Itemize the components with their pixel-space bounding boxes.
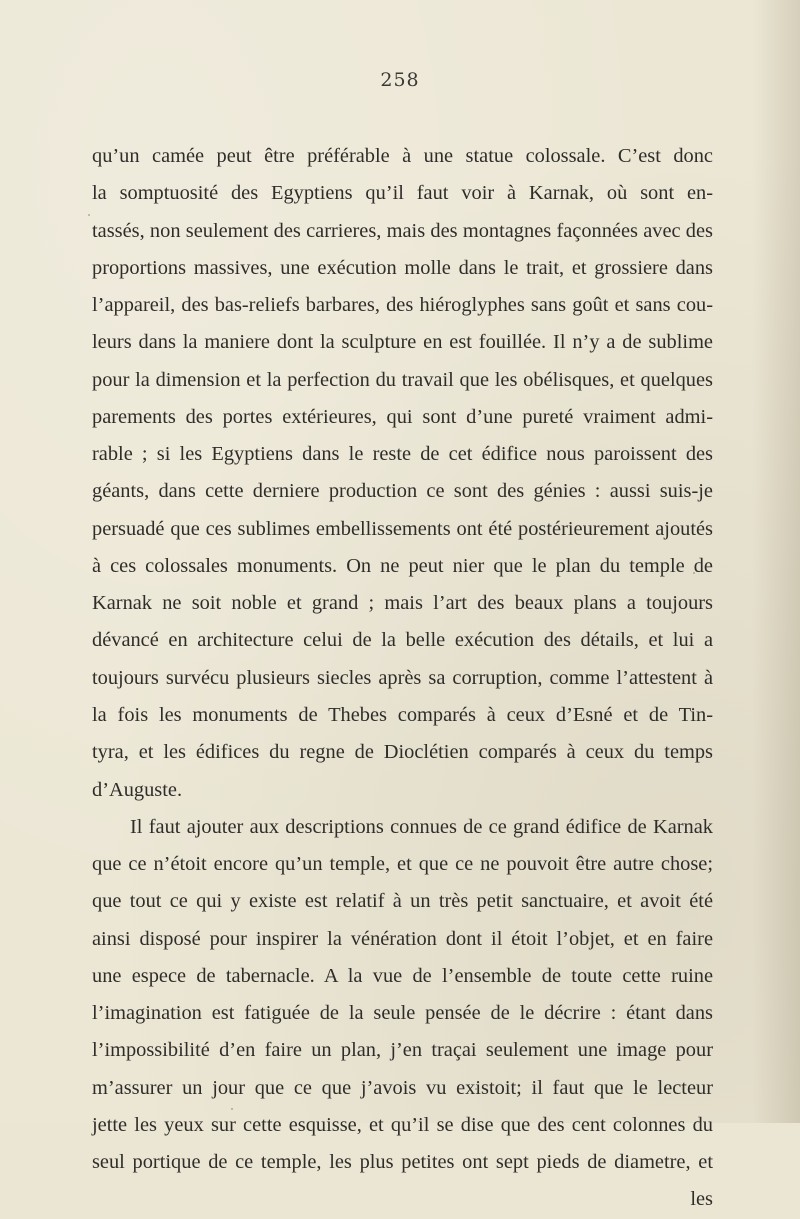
text-line: pour la dimension et la perfection du travail que les obélisques, et quelques — [92, 368, 713, 391]
text-line: l’appareil, des bas-reliefs barbares, des hiéroglyphes sans goût et sans cou- — [92, 294, 713, 317]
text-line: parements des portes extérieures, qui sont d’une pureté vraiment admi- — [92, 405, 713, 428]
text-line: à ces colossales monuments. On ne peut nier que le plan du temple de — [92, 554, 713, 577]
text-line: Il faut ajouter aux descriptions connues de ce grand édifice de Karnak — [130, 815, 713, 838]
paper-speck — [475, 1088, 477, 1090]
paper-speck — [231, 1108, 233, 1110]
text-line: que ce n’étoit encore qu’un temple, et que ce ne pouvoit être autre chose; — [92, 853, 713, 876]
text-line: seul portique de ce temple, les plus petites ont sept pieds de diametre, et — [92, 1151, 713, 1174]
text-line: géants, dans cette derniere production ce sont des génies : aussi suis-je — [92, 480, 713, 503]
text-line: une espece de tabernacle. A la vue de l’ensemble de toute cette ruine — [92, 964, 713, 987]
text-line: l’impossibilité d’en faire un plan, j’en traçai seulement une image pour — [92, 1039, 713, 1062]
paper-speck — [88, 214, 90, 216]
paper-speck — [693, 572, 695, 574]
text-line: proportions massives, une exécution molle dans le trait, et grossiere dans — [92, 256, 713, 279]
text-line: leurs dans la maniere dont la sculpture en est fouillée. Il n’y a de sublime — [92, 331, 713, 354]
text-line: toujours survécu plusieurs siecles après sa corruption, comme l’attestent à — [92, 666, 713, 689]
text-line: ainsi disposé pour inspirer la vénération dont il étoit l’objet, et en faire — [92, 927, 713, 950]
text-line: que tout ce qui y existe est relatif à un très petit sanctuaire, et avoit été — [92, 890, 713, 913]
body-text — [92, 138, 713, 1219]
text-line: Karnak ne soit noble et grand ; mais l’art des beaux plans a toujours — [92, 592, 713, 615]
text-line: rable ; si les Egyptiens dans le reste de cet édifice nous paroissent des — [92, 443, 713, 466]
text-line: dévancé en architecture celui de la belle exécution des détails, et lui a — [92, 629, 713, 652]
text-line: tyra, et les édifices du regne de Dioclétien comparés à ceux du temps — [92, 741, 713, 764]
text-line: d’Auguste. — [92, 778, 183, 801]
text-line: la fois les monuments de Thebes comparés à ceux d’Esné et de Tin- — [92, 703, 713, 726]
text-line: la somptuosité des Egyptiens qu’il faut voir à Karnak, où sont en- — [92, 182, 713, 205]
catchword: les — [690, 1188, 713, 1211]
text-line: tassés, non seulement des carrieres, mais des montagnes façonnées avec des — [92, 219, 713, 242]
text-line: m’assurer un jour que ce que j’avois vu existoit; il faut que le lecteur — [92, 1076, 713, 1099]
paper-speck — [708, 944, 710, 946]
page-number: 258 — [380, 69, 420, 91]
text-line: qu’un camée peut être préférable à une statue colossale. C’est donc — [92, 145, 713, 167]
text-line: persuadé que ces sublimes embellissements ont été postérieurement ajoutés — [92, 517, 713, 540]
text-line: l’imagination est fatiguée de la seule pensée de le décrire : étant dans — [92, 1002, 713, 1025]
text-line: jette les yeux sur cette esquisse, et qu’il se dise que des cent colonnes du — [92, 1113, 713, 1136]
